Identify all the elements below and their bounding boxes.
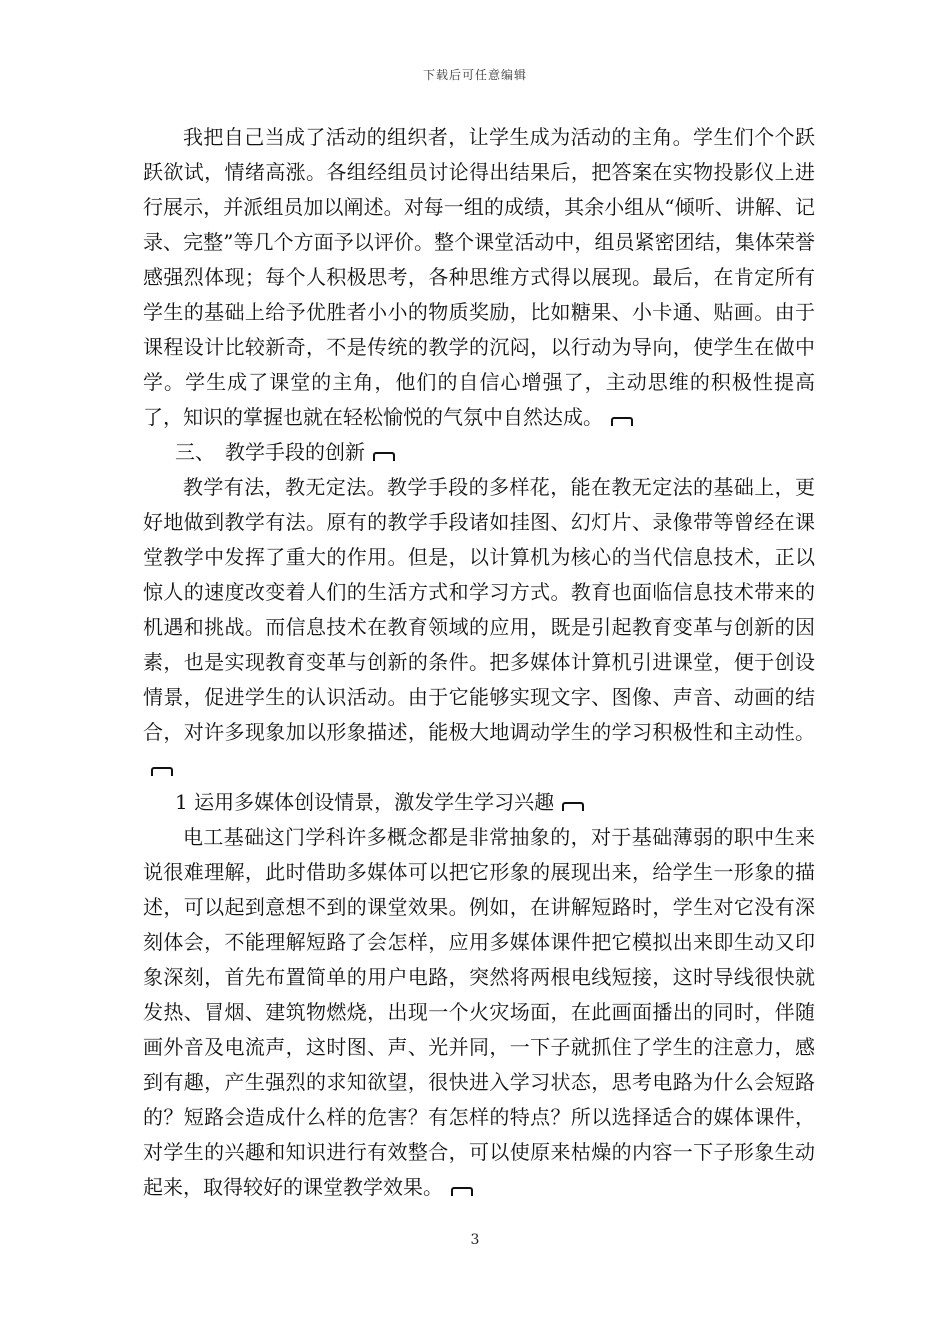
paragraph-activity [143, 120, 815, 435]
paragraph-text: 我把自己当成了活动的组织者，让学生成为活动的主角。学生们个个跃跃欲试，情绪高涨。各组经组员讨论得出结果后，把答案在实物投影仪上进行展示，并派组员加以阐述。对每一组的成绩，其余小组从“倾听、讲解、记录、完整”等几个方面予以评价。整个课堂活动中，组员紧密团结，集体荣誉感强烈体现；每个人积极思考，各种思维方式得以展现。最后，在肯定所有学生的基础上给予优胜者小小的物质奖励，比如糖果、小卡通、贴画。由于课程设计比较新奇，不是传统的教学的沉闷，以行动为导向，使学生在做中学。学生成了课堂的主角，他们的自信心增强了，主动思维的积极性提高了，知识的掌握也就在轻松愉悦的气氛中自然达成。 [143, 125, 815, 429]
document-body [143, 120, 815, 1205]
subsection-heading [143, 785, 815, 820]
paragraph-text: 电工基础这门学科许多概念都是非常抽象的，对于基础薄弱的职中生来说很难理解，此时借助多媒体可以把它形象的展现出来，给学生一形象的描述，可以起到意想不到的课堂效果。例如，在讲解短路时，学生对它没有深刻体会，不能理解短路了会怎样，应用多媒体课件把它模拟出来即生动又印象深刻，首先布置简单的用户电路，突然将两根电线短接，这时导线很快就发热、冒烟、建筑物燃烧，出现一个火灾场面，在此画面播出的同时，伴随画外音及电流声，这时图、声、光并同，一下子就抓住了学生的注意力，感到有趣，产生强烈的求知欲望，很快进入学习状态，思考电路为什么会短路的？短路会造成什么样的危害？有怎样的特点？所以选择适合的媒体课件，对学生的兴趣和知识进行有效整合，可以使原来枯燥的内容一下子形象生动起来，取得较好的课堂教学效果。 [143, 825, 815, 1199]
paragraph-mark-icon [373, 452, 395, 461]
paragraph-mark-icon [451, 1187, 473, 1196]
paragraph-text: 教学有法，教无定法。教学手段的多样花，能在教无定法的基础上，更好地做到教学有法。原有的教学手段诸如挂图、幻灯片、录像带等曾经在课堂教学中发挥了重大的作用。但是，以计算机为核心的当代信息技术，正以惊人的速度改变着人们的生活方式和学习方式。教育也面临信息技术带来的机遇和挑战。而信息技术在教育领域的应用，既是引起教育变革与创新的因素，也是实现教育变革与创新的条件。把多媒体计算机引进课堂，便于创设情景，促进学生的认识活动。由于它能够实现文字、图像、声音、动画的结合，对许多现象加以形象描述，能极大地调动学生的学习积极性和主动性。 [143, 475, 815, 744]
page-number: 3 [470, 1232, 480, 1248]
paragraph-multimedia [143, 820, 815, 1205]
heading-text: 1 运用多媒体创设情景，激发学生学习兴趣 [175, 790, 555, 814]
paragraph-mark-icon [562, 802, 584, 811]
paragraph-mark-icon [611, 417, 633, 426]
section-heading [143, 435, 815, 470]
paragraph-mark-icon [151, 767, 173, 776]
paragraph-teaching-methods [143, 470, 815, 785]
heading-text: 三、 教学手段的创新 [175, 440, 365, 464]
page-header: 下载后可任意编辑 [422, 68, 527, 82]
